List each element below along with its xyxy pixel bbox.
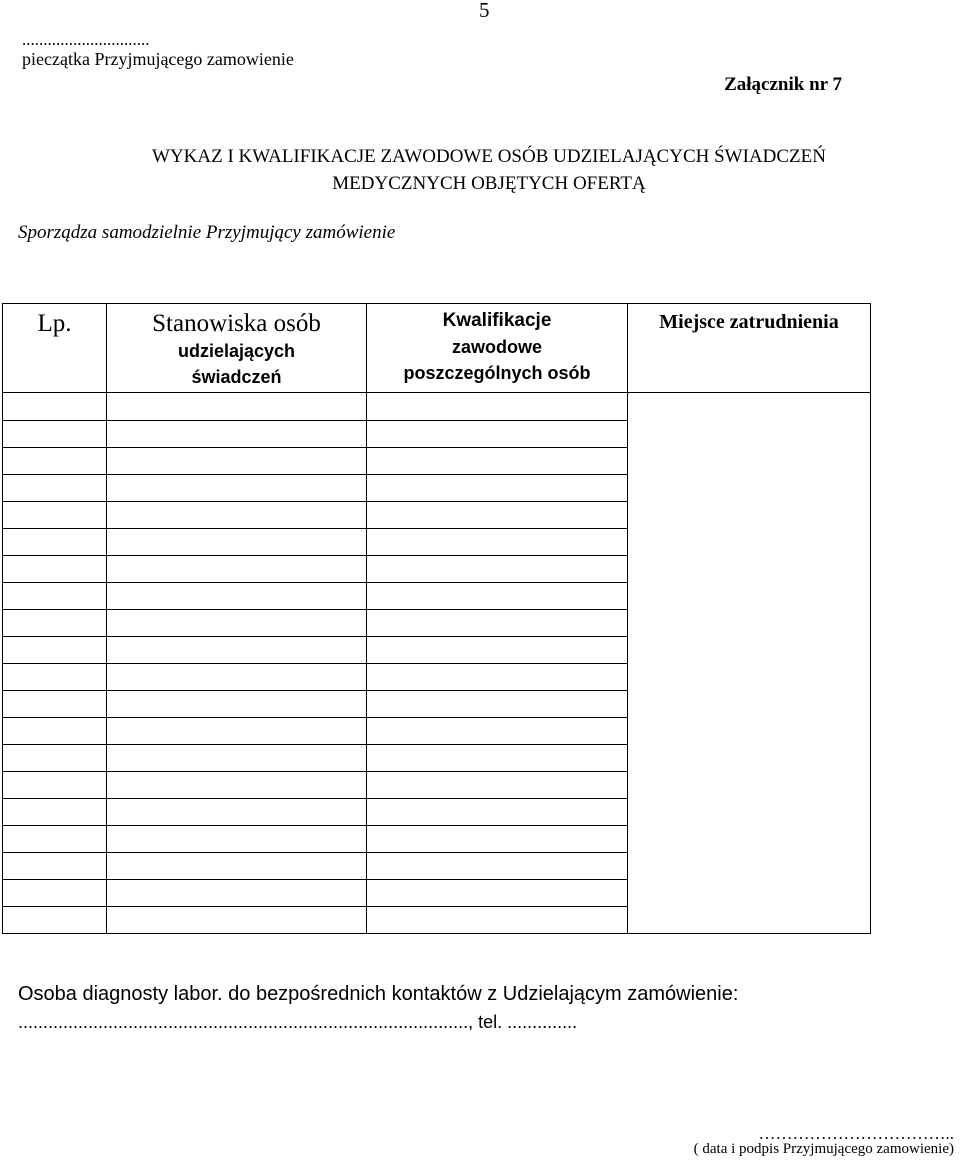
- document-title-line-2: MEDYCZNYCH OBJĘTYCH OFERTĄ: [332, 173, 646, 194]
- table-cell[interactable]: [3, 799, 107, 826]
- page-number: 5: [479, 0, 490, 22]
- table-cell-place[interactable]: [628, 393, 871, 934]
- table-cell[interactable]: [3, 907, 107, 934]
- table-cell[interactable]: [367, 421, 628, 448]
- header-qualifications: [367, 304, 628, 393]
- header-lp: [3, 304, 107, 393]
- header-qualifications-1: Kwalifikacje: [442, 310, 552, 331]
- prepared-by-note: Sporządza samodzielnie Przyjmujący zamówienie: [18, 222, 396, 243]
- staff-table: [2, 303, 871, 934]
- table-cell[interactable]: [107, 853, 367, 880]
- table-cell[interactable]: [367, 448, 628, 475]
- table-cell[interactable]: [107, 393, 367, 421]
- table-cell[interactable]: [367, 529, 628, 556]
- table-cell[interactable]: [367, 637, 628, 664]
- header-position-sub1: udzielających: [177, 341, 296, 361]
- table-cell[interactable]: [107, 448, 367, 475]
- header-place-label: Miejsce zatrudnienia: [659, 311, 839, 333]
- table-cell[interactable]: [107, 610, 367, 637]
- table-cell[interactable]: [367, 880, 628, 907]
- table-cell[interactable]: [3, 583, 107, 610]
- annex-label: Załącznik nr 7: [724, 74, 842, 95]
- table-cell[interactable]: [3, 745, 107, 772]
- table-cell[interactable]: [367, 799, 628, 826]
- table-cell[interactable]: [3, 502, 107, 529]
- table-cell[interactable]: [107, 529, 367, 556]
- stamp-label: pieczątka Przyjmującego zamowienie: [22, 49, 294, 69]
- table-cell[interactable]: [3, 880, 107, 907]
- table-cell[interactable]: [367, 664, 628, 691]
- table-cell[interactable]: [107, 556, 367, 583]
- table-cell[interactable]: [3, 529, 107, 556]
- table-cell[interactable]: [107, 664, 367, 691]
- table-cell[interactable]: [3, 772, 107, 799]
- table-cell[interactable]: [367, 610, 628, 637]
- table-cell[interactable]: [367, 718, 628, 745]
- table-cell[interactable]: [107, 880, 367, 907]
- header-position-main: Stanowiska osób: [152, 310, 321, 337]
- table-header-row: [3, 304, 871, 393]
- table-cell[interactable]: [3, 610, 107, 637]
- table-cell[interactable]: [3, 718, 107, 745]
- signature-dotted-line: ……………………………..: [758, 1124, 954, 1143]
- table-cell[interactable]: [367, 691, 628, 718]
- table-cell[interactable]: [367, 583, 628, 610]
- document-title-line-1: WYKAZ I KWALIFIKACJE ZAWODOWE OSÓB UDZIELAJĄCYCH ŚWIADCZEŃ: [152, 146, 826, 167]
- table-cell[interactable]: [107, 907, 367, 934]
- table-cell[interactable]: [367, 502, 628, 529]
- stamp-dotted-line: ..............................: [22, 30, 150, 49]
- table-cell[interactable]: [367, 853, 628, 880]
- table-cell[interactable]: [107, 772, 367, 799]
- table-cell[interactable]: [107, 583, 367, 610]
- table-cell[interactable]: [3, 421, 107, 448]
- header-qualifications-3: poszczególnych osób: [403, 363, 591, 383]
- table-cell[interactable]: [367, 745, 628, 772]
- header-qualifications-2: zawodowe: [451, 337, 542, 357]
- table-cell[interactable]: [367, 907, 628, 934]
- table-cell[interactable]: [107, 475, 367, 502]
- table-cell[interactable]: [3, 637, 107, 664]
- table-cell[interactable]: [107, 637, 367, 664]
- table-cell[interactable]: [367, 393, 628, 421]
- table-cell[interactable]: [3, 475, 107, 502]
- table-cell[interactable]: [107, 691, 367, 718]
- table-cell[interactable]: [367, 475, 628, 502]
- table-cell[interactable]: [3, 556, 107, 583]
- table-cell[interactable]: [107, 718, 367, 745]
- table-cell[interactable]: [107, 799, 367, 826]
- table-cell[interactable]: [107, 826, 367, 853]
- table-cell[interactable]: [3, 448, 107, 475]
- signature-label: ( data i podpis Przyjmującego zamowienie): [693, 1141, 954, 1157]
- table-cell[interactable]: [3, 664, 107, 691]
- table-cell[interactable]: [107, 502, 367, 529]
- table-cell[interactable]: [3, 393, 107, 421]
- header-lp-label: Lp.: [37, 310, 72, 337]
- table-cell[interactable]: [3, 853, 107, 880]
- table-cell[interactable]: [107, 745, 367, 772]
- table-cell[interactable]: [3, 691, 107, 718]
- contact-person-line: .........................................................................................., tel. ..............: [18, 1012, 578, 1032]
- header-position-sub2: świadczeń: [191, 367, 282, 387]
- table-cell[interactable]: [367, 556, 628, 583]
- table-cell[interactable]: [367, 772, 628, 799]
- contact-person-label: Osoba diagnosty labor. do bezpośrednich kontaktów z Udzielającym zamówienie:: [18, 983, 739, 1005]
- table-cell[interactable]: [367, 826, 628, 853]
- table-cell[interactable]: [107, 421, 367, 448]
- table-cell[interactable]: [3, 826, 107, 853]
- header-place: [628, 304, 871, 393]
- header-position: [107, 304, 367, 393]
- table-row: [3, 393, 871, 421]
